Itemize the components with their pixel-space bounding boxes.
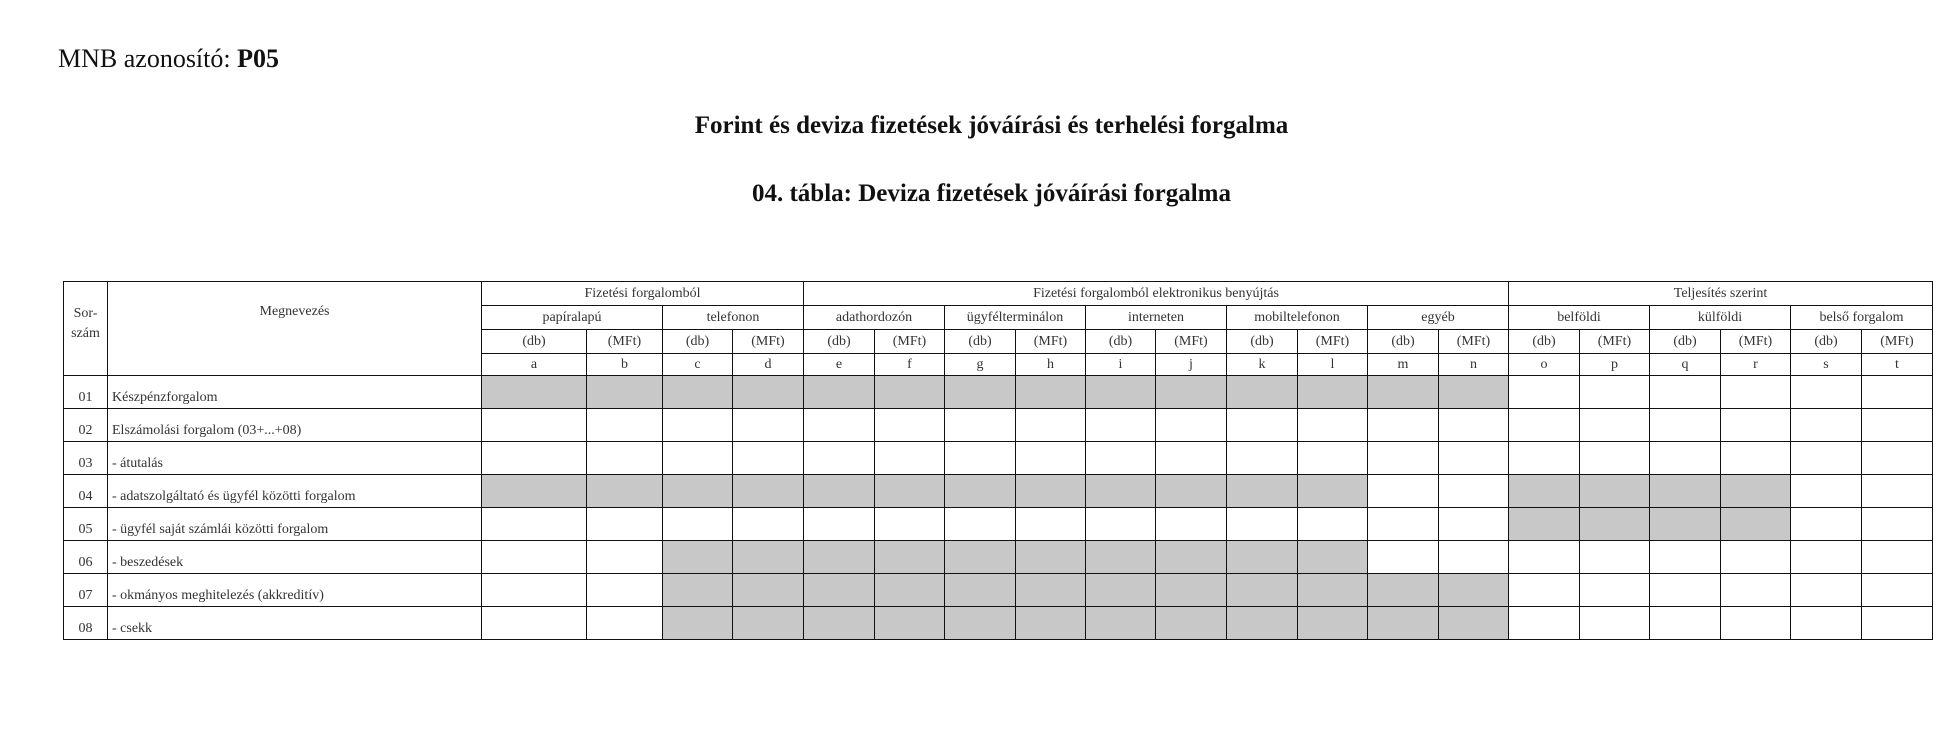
disabled-cell — [482, 376, 587, 409]
disabled-cell — [1439, 376, 1509, 409]
column-letter: r — [1721, 354, 1791, 376]
disabled-cell — [663, 376, 733, 409]
input-cell[interactable] — [1862, 508, 1933, 541]
row-number: 03 — [64, 442, 108, 475]
disabled-cell — [1368, 607, 1439, 640]
input-cell[interactable] — [1791, 607, 1862, 640]
input-cell[interactable] — [1721, 574, 1791, 607]
input-cell[interactable] — [1439, 508, 1509, 541]
column-letter: a — [482, 354, 587, 376]
input-cell[interactable] — [1086, 508, 1156, 541]
disabled-cell — [663, 475, 733, 508]
input-cell[interactable] — [1650, 607, 1721, 640]
subgroup-header: egyéb — [1368, 306, 1509, 330]
disabled-cell — [804, 607, 875, 640]
disabled-cell — [1650, 475, 1721, 508]
input-cell[interactable] — [945, 442, 1016, 475]
input-cell[interactable] — [1721, 607, 1791, 640]
row-number: 01 — [64, 376, 108, 409]
input-cell[interactable] — [1721, 541, 1791, 574]
header-sorszam-line2: szám — [71, 326, 100, 341]
unit-header: (MFt) — [1721, 330, 1791, 354]
disabled-cell — [482, 475, 587, 508]
subgroup-header: külföldi — [1650, 306, 1791, 330]
disabled-cell — [875, 607, 945, 640]
input-cell[interactable] — [1862, 541, 1933, 574]
input-cell[interactable] — [1227, 508, 1298, 541]
subgroup-header: mobiltelefonon — [1227, 306, 1368, 330]
disabled-cell — [1509, 475, 1580, 508]
column-letter: f — [875, 354, 945, 376]
unit-header: (MFt) — [1298, 330, 1368, 354]
unit-header: (MFt) — [733, 330, 804, 354]
disabled-cell — [1298, 607, 1368, 640]
input-cell[interactable] — [1791, 475, 1862, 508]
input-cell[interactable] — [1721, 409, 1791, 442]
unit-header: (db) — [804, 330, 875, 354]
input-cell[interactable] — [1791, 376, 1862, 409]
input-cell[interactable] — [482, 508, 587, 541]
disabled-cell — [1721, 508, 1791, 541]
input-cell[interactable] — [1509, 376, 1580, 409]
table-subtitle: 04. tábla: Deviza fizetések jóváírási forgalma — [751, 180, 1232, 207]
disabled-cell — [1016, 475, 1086, 508]
row-name: Elszámolási forgalom (03+...+08) — [108, 409, 482, 442]
row-number: 07 — [64, 574, 108, 607]
mnb-code: P05 — [237, 44, 279, 73]
column-letter: b — [587, 354, 663, 376]
row-number: 05 — [64, 508, 108, 541]
input-cell[interactable] — [733, 409, 804, 442]
input-cell[interactable] — [1086, 442, 1156, 475]
disabled-cell — [663, 541, 733, 574]
column-letter: n — [1439, 354, 1509, 376]
input-cell[interactable] — [1227, 409, 1298, 442]
input-cell[interactable] — [1439, 475, 1509, 508]
row-number: 08 — [64, 607, 108, 640]
input-cell[interactable] — [587, 508, 663, 541]
subgroup-header: papíralapú — [482, 306, 663, 330]
disabled-cell — [1298, 541, 1368, 574]
row-name: - ügyfél saját számlái közötti forgalom — [108, 508, 482, 541]
input-cell[interactable] — [875, 409, 945, 442]
input-cell[interactable] — [1721, 376, 1791, 409]
disabled-cell — [733, 475, 804, 508]
disabled-cell — [1227, 574, 1298, 607]
input-cell[interactable] — [1650, 376, 1721, 409]
header-sorszam — [64, 282, 108, 376]
subgroup-header: ügyfélterminálon — [945, 306, 1086, 330]
table-row — [64, 541, 1933, 574]
column-letter: k — [1227, 354, 1298, 376]
disabled-cell — [945, 607, 1016, 640]
disabled-cell — [945, 376, 1016, 409]
table-row — [64, 442, 1933, 475]
row-name: - beszedések — [108, 541, 482, 574]
column-letter: c — [663, 354, 733, 376]
disabled-cell — [1156, 475, 1227, 508]
row-name: - okmányos meghitelezés (akkreditív) — [108, 574, 482, 607]
data-table — [63, 281, 1933, 640]
table-row — [64, 508, 1933, 541]
subgroup-header: belföldi — [1509, 306, 1650, 330]
subgroup-header: belső forgalom — [1791, 306, 1933, 330]
disabled-cell — [804, 574, 875, 607]
column-letter: q — [1650, 354, 1721, 376]
disabled-cell — [733, 574, 804, 607]
input-cell[interactable] — [482, 541, 587, 574]
disabled-cell — [1086, 376, 1156, 409]
column-letter: i — [1086, 354, 1156, 376]
input-cell[interactable] — [804, 508, 875, 541]
unit-header: (MFt) — [1156, 330, 1227, 354]
disabled-cell — [1439, 607, 1509, 640]
unit-header: (db) — [663, 330, 733, 354]
input-cell[interactable] — [1650, 574, 1721, 607]
disabled-cell — [1016, 607, 1086, 640]
disabled-cell — [945, 541, 1016, 574]
disabled-cell — [1227, 376, 1298, 409]
input-cell[interactable] — [1862, 574, 1933, 607]
subgroup-header: telefonon — [663, 306, 804, 330]
page-title: Forint és deviza fizetések jóváírási és terhelési forgalma — [694, 112, 1289, 139]
disabled-cell — [1298, 376, 1368, 409]
input-cell[interactable] — [1298, 442, 1368, 475]
input-cell[interactable] — [1368, 508, 1439, 541]
disabled-cell — [1086, 607, 1156, 640]
disabled-cell — [663, 574, 733, 607]
input-cell[interactable] — [1650, 442, 1721, 475]
disabled-cell — [1298, 574, 1368, 607]
unit-header: (db) — [482, 330, 587, 354]
unit-header: (db) — [1227, 330, 1298, 354]
input-cell[interactable] — [1509, 607, 1580, 640]
column-letter: e — [804, 354, 875, 376]
input-cell[interactable] — [1862, 475, 1933, 508]
row-number: 04 — [64, 475, 108, 508]
input-cell[interactable] — [663, 508, 733, 541]
input-cell[interactable] — [663, 442, 733, 475]
disabled-cell — [1298, 475, 1368, 508]
disabled-cell — [1580, 475, 1650, 508]
input-cell[interactable] — [1298, 409, 1368, 442]
column-letter: p — [1580, 354, 1650, 376]
input-cell[interactable] — [482, 574, 587, 607]
disabled-cell — [733, 541, 804, 574]
input-cell[interactable] — [945, 508, 1016, 541]
input-cell[interactable] — [1650, 409, 1721, 442]
input-cell[interactable] — [1368, 475, 1439, 508]
disabled-cell — [804, 541, 875, 574]
disabled-cell — [1156, 376, 1227, 409]
input-cell[interactable] — [1580, 442, 1650, 475]
input-cell[interactable] — [1580, 541, 1650, 574]
disabled-cell — [875, 541, 945, 574]
subgroup-header: interneten — [1086, 306, 1227, 330]
input-cell[interactable] — [1791, 442, 1862, 475]
input-cell[interactable] — [1862, 409, 1933, 442]
disabled-cell — [733, 607, 804, 640]
disabled-cell — [875, 376, 945, 409]
disabled-cell — [1368, 376, 1439, 409]
input-cell[interactable] — [1156, 442, 1227, 475]
disabled-cell — [1016, 541, 1086, 574]
input-cell[interactable] — [1580, 376, 1650, 409]
subgroup-header: adathordozón — [804, 306, 945, 330]
input-cell[interactable] — [1580, 574, 1650, 607]
input-cell[interactable] — [1791, 574, 1862, 607]
input-cell[interactable] — [1439, 541, 1509, 574]
disabled-cell — [875, 475, 945, 508]
group-elektronikus: Fizetési forgalomból elektronikus benyújtás — [804, 282, 1509, 306]
column-letter: h — [1016, 354, 1086, 376]
row-name: Készpénzforgalom — [108, 376, 482, 409]
input-cell[interactable] — [1580, 607, 1650, 640]
input-cell[interactable] — [1439, 442, 1509, 475]
input-cell[interactable] — [1016, 508, 1086, 541]
input-cell[interactable] — [1862, 376, 1933, 409]
input-cell[interactable] — [733, 508, 804, 541]
column-letter: l — [1298, 354, 1368, 376]
unit-header: (db) — [1509, 330, 1580, 354]
row-name: - átutalás — [108, 442, 482, 475]
group-fizetesi: Fizetési forgalomból — [482, 282, 804, 306]
column-letter: j — [1156, 354, 1227, 376]
input-cell[interactable] — [1439, 409, 1509, 442]
input-cell[interactable] — [875, 442, 945, 475]
column-letter: s — [1791, 354, 1862, 376]
unit-header: (db) — [1368, 330, 1439, 354]
input-cell[interactable] — [587, 541, 663, 574]
column-letter: m — [1368, 354, 1439, 376]
table-row — [64, 607, 1933, 640]
input-cell[interactable] — [1298, 508, 1368, 541]
disabled-cell — [1016, 574, 1086, 607]
group-teljesites: Teljesítés szerint — [1509, 282, 1933, 306]
unit-header: (MFt) — [1016, 330, 1086, 354]
input-cell[interactable] — [1509, 409, 1580, 442]
input-cell[interactable] — [1791, 541, 1862, 574]
row-number: 02 — [64, 409, 108, 442]
input-cell[interactable] — [1650, 541, 1721, 574]
disabled-cell — [587, 376, 663, 409]
header-megnevezes: Megnevezés — [108, 282, 482, 376]
input-cell[interactable] — [804, 409, 875, 442]
input-cell[interactable] — [804, 442, 875, 475]
disabled-cell — [1721, 475, 1791, 508]
input-cell[interactable] — [1368, 409, 1439, 442]
input-cell[interactable] — [733, 442, 804, 475]
disabled-cell — [1156, 574, 1227, 607]
input-cell[interactable] — [587, 574, 663, 607]
disabled-cell — [1509, 508, 1580, 541]
row-name: - adatszolgáltató és ügyfél közötti forgalom — [108, 475, 482, 508]
column-letter: g — [945, 354, 1016, 376]
mnb-identifier — [58, 44, 279, 74]
disabled-cell — [1227, 607, 1298, 640]
unit-header: (db) — [945, 330, 1016, 354]
disabled-cell — [1086, 541, 1156, 574]
input-cell[interactable] — [1368, 442, 1439, 475]
input-cell[interactable] — [587, 409, 663, 442]
disabled-cell — [945, 475, 1016, 508]
input-cell[interactable] — [875, 508, 945, 541]
input-cell[interactable] — [587, 607, 663, 640]
unit-header: (MFt) — [1580, 330, 1650, 354]
disabled-cell — [1580, 508, 1650, 541]
column-letter: d — [733, 354, 804, 376]
disabled-cell — [1156, 541, 1227, 574]
header-sorszam-line1: Sor- — [73, 306, 98, 321]
unit-header: (MFt) — [1439, 330, 1509, 354]
input-cell[interactable] — [1016, 409, 1086, 442]
input-cell[interactable] — [945, 409, 1016, 442]
input-cell[interactable] — [1368, 541, 1439, 574]
disabled-cell — [1439, 574, 1509, 607]
input-cell[interactable] — [1791, 508, 1862, 541]
mnb-label: MNB azonosító: — [58, 44, 231, 73]
unit-header: (db) — [1650, 330, 1721, 354]
input-cell[interactable] — [1156, 508, 1227, 541]
input-cell[interactable] — [1086, 409, 1156, 442]
input-cell[interactable] — [1016, 442, 1086, 475]
unit-header: (db) — [1791, 330, 1862, 354]
disabled-cell — [804, 376, 875, 409]
disabled-cell — [587, 475, 663, 508]
disabled-cell — [875, 574, 945, 607]
table-row — [64, 475, 1933, 508]
input-cell[interactable] — [1156, 409, 1227, 442]
input-cell[interactable] — [482, 442, 587, 475]
table-row — [64, 574, 1933, 607]
disabled-cell — [1016, 376, 1086, 409]
input-cell[interactable] — [1580, 409, 1650, 442]
input-cell[interactable] — [1721, 442, 1791, 475]
input-cell[interactable] — [1862, 442, 1933, 475]
unit-header: (MFt) — [587, 330, 663, 354]
disabled-cell — [663, 607, 733, 640]
table-row — [64, 409, 1933, 442]
disabled-cell — [945, 574, 1016, 607]
disabled-cell — [1227, 541, 1298, 574]
input-cell[interactable] — [1227, 442, 1298, 475]
input-cell[interactable] — [587, 442, 663, 475]
disabled-cell — [804, 475, 875, 508]
unit-header: (db) — [1086, 330, 1156, 354]
unit-header: (MFt) — [1862, 330, 1933, 354]
input-cell[interactable] — [482, 409, 587, 442]
input-cell[interactable] — [1862, 607, 1933, 640]
input-cell[interactable] — [663, 409, 733, 442]
disabled-cell — [1156, 607, 1227, 640]
disabled-cell — [733, 376, 804, 409]
input-cell[interactable] — [1509, 442, 1580, 475]
input-cell[interactable] — [1791, 409, 1862, 442]
column-letter: t — [1862, 354, 1933, 376]
disabled-cell — [1227, 475, 1298, 508]
input-cell[interactable] — [1509, 541, 1580, 574]
input-cell[interactable] — [482, 607, 587, 640]
table-row — [64, 376, 1933, 409]
row-number: 06 — [64, 541, 108, 574]
disabled-cell — [1086, 574, 1156, 607]
column-letter: o — [1509, 354, 1580, 376]
unit-header: (MFt) — [875, 330, 945, 354]
row-name: - csekk — [108, 607, 482, 640]
disabled-cell — [1086, 475, 1156, 508]
disabled-cell — [1368, 574, 1439, 607]
disabled-cell — [1650, 508, 1721, 541]
input-cell[interactable] — [1509, 574, 1580, 607]
